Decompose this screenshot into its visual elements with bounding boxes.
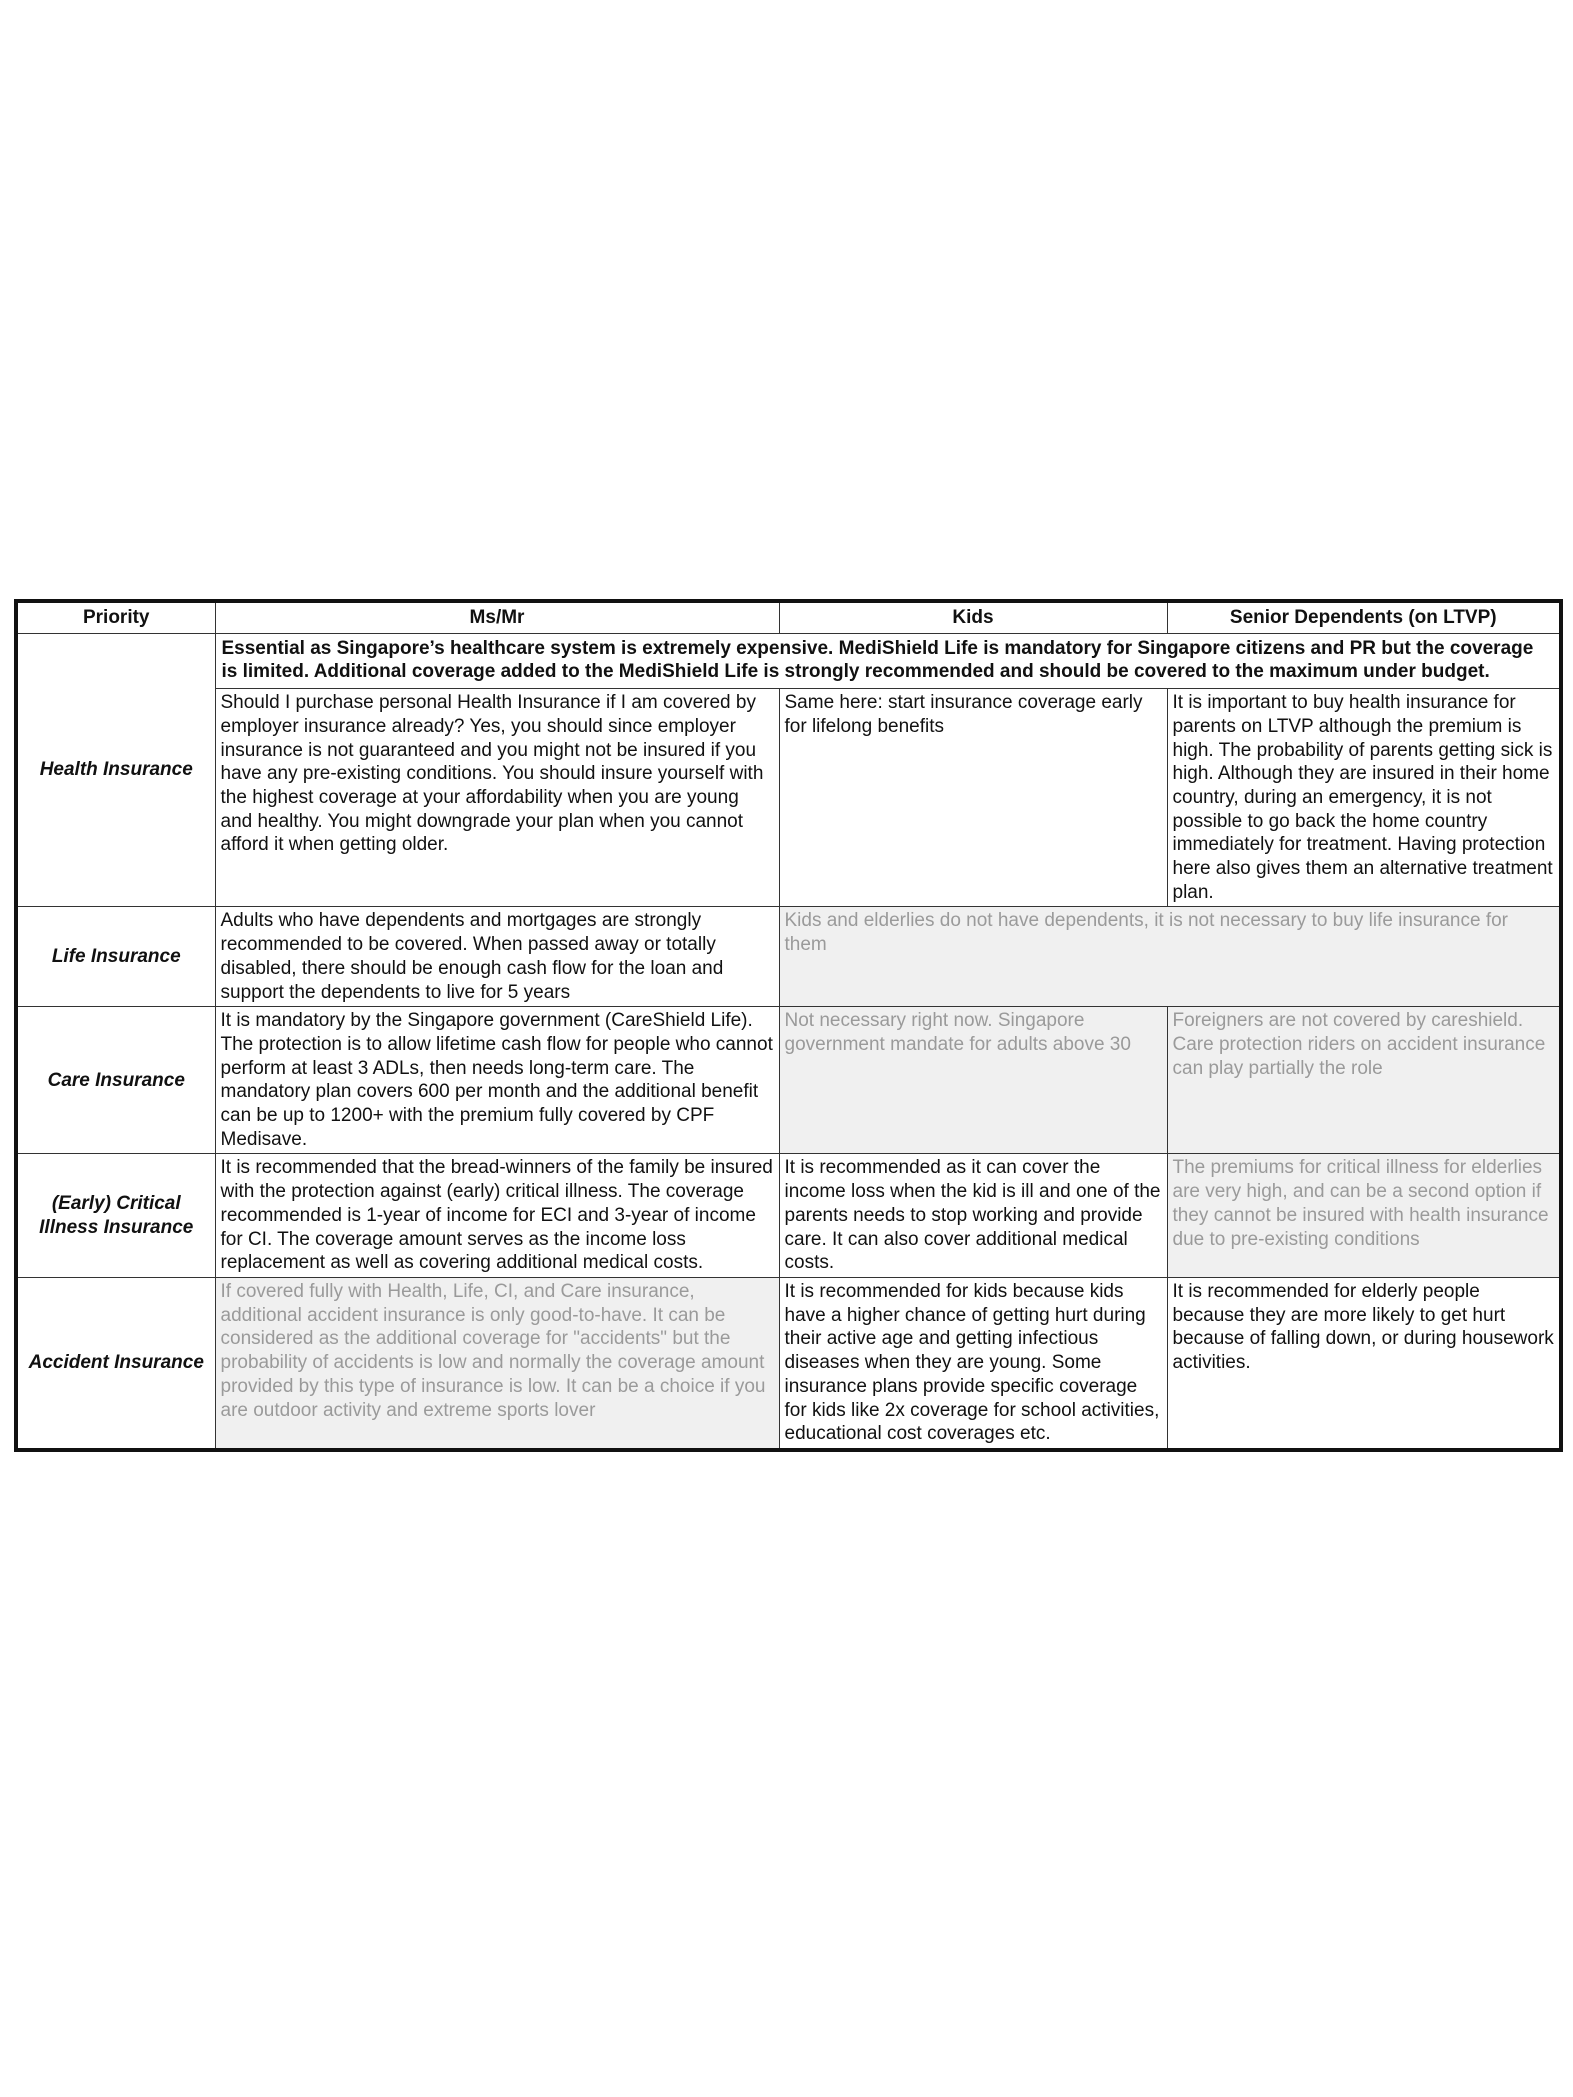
header-row <box>16 601 1561 633</box>
care-adult-cell: It is mandatory by the Singapore government (CareShield Life). The protection is to allow lifetime cash flow for people who cannot perform at least 3 ADLs, then needs long-term care. The mandatory plan covers 600 per month and the additional benefit can be up to 1200+ with the premium fully covered by CPF Medisave. <box>215 1007 779 1154</box>
table-row-accident <box>16 1277 1561 1449</box>
life-kids-senior-cell: Kids and elderlies do not have dependents, it is not necessary to buy life insurance for them <box>779 907 1561 1007</box>
row-label-accident: Accident Insurance <box>16 1277 215 1449</box>
header-priority: Priority <box>16 601 215 633</box>
row-label-care: Care Insurance <box>16 1007 215 1154</box>
table-row-care <box>16 1007 1561 1154</box>
accident-adult-cell: If covered fully with Health, Life, CI, and Care insurance, additional accident insurance is only good-to-have. It can be considered as the additional coverage for "accidents" but the probability of accidents is low and normally the coverage amount provided by this type of insurance is low. It can be a choice if you are outdoor activity and extreme sports lover <box>215 1277 779 1449</box>
critical-kids-cell: It is recommended as it can cover the income loss when the kid is ill and one of the parents needs to stop working and provide care. It can also cover additional medical costs. <box>779 1154 1167 1278</box>
table-row-life <box>16 907 1561 1007</box>
care-kids-cell: Not necessary right now. Singapore government mandate for adults above 30 <box>779 1007 1167 1154</box>
life-adult-cell: Adults who have dependents and mortgages are strongly recommended to be covered. When passed away or totally disabled, there should be enough cash flow for the loan and support the dependents to live for 5 years <box>215 907 779 1007</box>
critical-senior-cell: The premiums for critical illness for elderlies are very high, and can be a second option if they cannot be insured with health insurance due to pre-existing conditions <box>1167 1154 1561 1278</box>
row-label-life: Life Insurance <box>16 907 215 1007</box>
row-label-health: Health Insurance <box>16 633 215 907</box>
critical-adult-cell: It is recommended that the bread-winners of the family be insured with the protection against (early) critical illness. The coverage recommended is 1-year of income for ECI and 3-year of income for CI. The coverage amount serves as the income loss replacement as well as covering additional medical costs. <box>215 1154 779 1278</box>
header-senior: Senior Dependents (on LTVP) <box>1167 601 1561 633</box>
health-senior-cell: It is important to buy health insurance for parents on LTVP although the premium is high. The probability of parents getting sick is high. Although they are insured in their home country, during an emergency, it is not possible to go back the home country immediately for treatment. Having protection here also gives them an alternative treatment plan. <box>1167 689 1561 907</box>
health-note: Essential as Singapore’s healthcare system is extremely expensive. MediShield Life is mandatory for Singapore citizens and PR but the coverage is limited. Additional coverage added to the MediShield Life is strongly recommended and should be covered to the maximum under budget. <box>215 633 1561 688</box>
header-kids: Kids <box>779 601 1167 633</box>
insurance-priority-table <box>14 599 1563 1452</box>
table-row-critical <box>16 1154 1561 1278</box>
table-row-health <box>16 689 1561 907</box>
care-senior-cell: Foreigners are not covered by careshield. Care protection riders on accident insurance can play partially the role <box>1167 1007 1561 1154</box>
header-adult: Ms/Mr <box>215 601 779 633</box>
accident-senior-cell: It is recommended for elderly people because they are more likely to get hurt because of falling down, or during housework activities. <box>1167 1277 1561 1449</box>
table-row-health-note <box>16 633 1561 688</box>
accident-kids-cell: It is recommended for kids because kids have a higher chance of getting hurt during their active age and getting infectious diseases when they are young. Some insurance plans provide specific coverage for kids like 2x coverage for school activities, educational cost coverages etc. <box>779 1277 1167 1449</box>
health-kids-cell: Same here: start insurance coverage early for lifelong benefits <box>779 689 1167 907</box>
health-adult-cell: Should I purchase personal Health Insurance if I am covered by employer insurance already? Yes, you should since employer insurance is not guaranteed and you might not be insured if you have any pre-existing conditions. You should insure yourself with the highest coverage at your affordability when you are young and healthy. You might downgrade your plan when you cannot afford it when getting older. <box>215 689 779 907</box>
row-label-critical: (Early) Critical Illness Insurance <box>16 1154 215 1278</box>
